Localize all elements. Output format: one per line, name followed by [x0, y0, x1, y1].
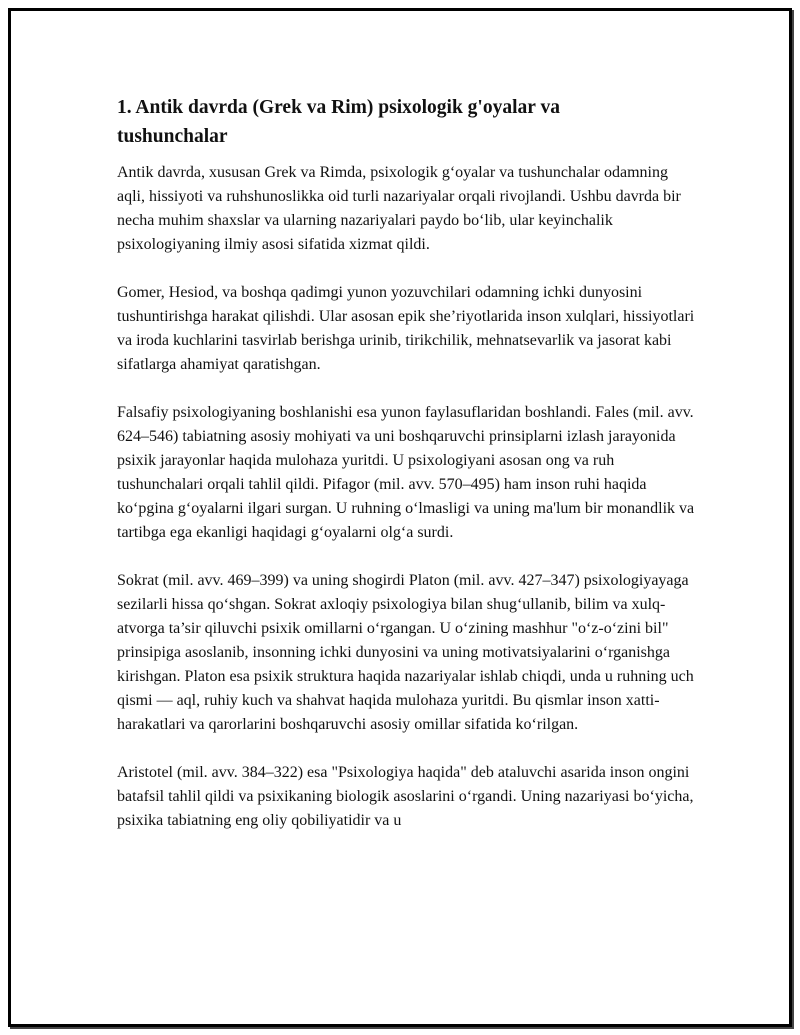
- paragraph-aristotle: Aristotel (mil. avv. 384–322) esa "Psixologiya haqida" deb ataluvchi asarida inson ongini batafsil tahlil qildi va psixikaning biologik asoslarini o‘rgandi. Uning nazariyasi bo‘yicha, psixika tabiatning eng oliy qobiliyatidir va u: [117, 764, 694, 829]
- paragraph-philosophical-psychology: Falsafiy psixologiyaning boshlanishi esa yunon faylasuflaridan boshlandi. Fales (mil. avv. 624–546) tabiatning asosiy mohiyati va uni boshqaruvchi prinsiplarni izlash jarayonida psixik jarayonlar haqida mulohaza yuritdi. U psixologiyani asosan ong va ruh tushunchalari orqali tahlil qildi. Pifagor (mil. avv. 570–495) ham inson ruhi haqida ko‘pgina g‘oyalarni ilgari surgan. U ruhning o‘lmasligi va uning ma'lum bir monandlik va tartibga ega ekanligi haqidagi g‘oyalarni olg‘a surdi.: [117, 404, 695, 541]
- paragraph-homer-hesiod: Gomer, Hesiod, va boshqa qadimgi yunon yozuvchilari odamning ichki dunyosini tushuntirishga harakat qilishdi. Ular asosan epik she’riyotlarida inson xulqlari, hissiyotlari va iroda kuchlarini tasvirlab berishga urinib, tirikchilik, mehnatsevarlik va jasorat kabi sifatlarga ahamiyat qaratishgan.: [117, 284, 695, 373]
- document-body: [117, 93, 697, 857]
- section-heading: 1. Antik davrda (Grek va Rim) psixologik g'oyalar va tushunchalar: [117, 97, 560, 147]
- paragraph-socrates-plato: Sokrat (mil. avv. 469–399) va uning shogirdi Platon (mil. avv. 427–347) psixologiyayaga sezilarli hissa qo‘shgan. Sokrat axloqiy psixologiya bilan shug‘ullanib, bilim va xulq-atvorga ta’sir qiluvchi psixik omillarni o‘rgangan. U o‘zining mashhur "o‘z-o‘zini bil" prinsipiga asoslanib, insonning ichki dunyosini va uning motivatsiyalarini o‘rganishga kirishgan. Platon esa psixik struktura haqida nazariyalar ishlab chiqdi, unda u ruhning uch qismi — aql, ruhiy kuch va shahvat haqida mulohaza yuritdi. Bu qismlar inson xatti-harakatlari va qarorlarini boshqaruvchi asosiy omillar sifatida ko‘rilgan.: [117, 572, 694, 733]
- paragraph-intro: Antik davrda, xususan Grek va Rimda, psixologik g‘oyalar va tushunchalar odamning aqli, hissiyoti va ruhshunoslikka oid turli nazariyalar orqali rivojlandi. Ushbu davrda bir necha muhim shaxslar va ularning nazariyalari paydo bo‘lib, ular keyinchalik psixologiyaning ilmiy asosi sifatida xizmat qildi.: [117, 164, 681, 253]
